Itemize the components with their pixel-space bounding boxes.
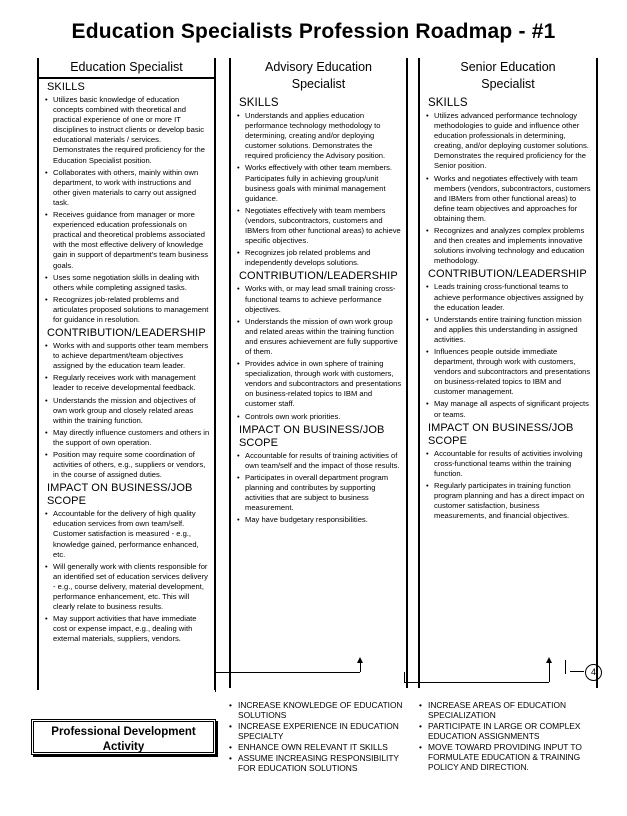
list-item: • Accountable for results of training activities of own team/self and the impact of those results. (245, 451, 402, 471)
impact-heading: IMPACT ON BUSINESS/JOB SCOPE (47, 482, 193, 508)
list-item: • Will generally work with clients responsible for an identified set of education services delivery - e.g., course delivery, material development, performance enhancement, etc. This will clearly relate to business results. (53, 562, 210, 612)
list-item: • INCREASE EXPERIENCE IN EDUCATION SPECIALTY (238, 721, 404, 741)
impact-heading: IMPACT ON BUSINESS/JOB SCOPE (428, 421, 574, 447)
list-item: • ENHANCE OWN RELEVANT IT SKILLS (238, 742, 404, 752)
list-item: • May have budgetary responsibilities. (245, 515, 402, 525)
list-item: • Understands entire training function mission and applies this understanding in assigned activities. (434, 315, 592, 345)
list-item: • Works effectively with other team members. Participates fully in achieving group/unit business goals with minimal management guidance. (245, 163, 402, 203)
page-title: Education Specialists Profession Roadmap - #1 (71, 20, 556, 43)
column-advisory-education-specialist (229, 58, 408, 688)
list-item: • Influences people outside immediate department, through work with customers, vendors and subcontractors and presentations on business-related topics to IBM and customer management. (434, 347, 592, 397)
list-item: • Works with, or may lead small training cross-functional teams to achieve performance objectives. (245, 284, 402, 314)
connector-line (549, 662, 550, 682)
contribution-list (231, 284, 406, 421)
connector-line (360, 662, 361, 672)
list-item: • May support activities that have immediate cost or expense impact, e.g., dealing with external materials, suppliers, vendors. (53, 614, 210, 644)
impact-list (39, 509, 214, 644)
list-item: • Regularly receives work with management leader to receive developmental feedback. (53, 373, 210, 393)
list-item: • May directly influence customers and others in the support of own operation. (53, 428, 210, 448)
list-item: • Controls own work priorities. (245, 412, 402, 422)
contribution-heading: CONTRIBUTION/LEADERSHIP (239, 270, 398, 283)
impact-heading: IMPACT ON BUSINESS/JOB SCOPE (239, 423, 385, 449)
skills-heading: SKILLS (428, 97, 468, 109)
contribution-heading: CONTRIBUTION/LEADERSHIP (428, 268, 587, 281)
list-item: • INCREASE AREAS OF EDUCATION SPECIALIZATION (428, 700, 594, 720)
connector-line (215, 672, 216, 692)
list-item: • Recognizes job related problems and independently develops solutions. (245, 248, 402, 268)
list-item: • Receives guidance from manager or more experienced education professionals on practical and theoretical problems associated with the most effective delivery of knowledge gain in support of department's team business goals. (53, 210, 210, 271)
list-item: • Provides advice in own sphere of training specialization, through work with customers, vendors and subcontractors and presentations on business-related topics to IBM and customer staff. (245, 359, 402, 409)
list-item: • Recognizes job-related problems and articulates proposed solutions to management for guidance in resolution. (53, 295, 210, 325)
next-page-marker-icon: 4 (585, 664, 602, 681)
column-senior-education-specialist (418, 58, 598, 688)
connector-line (565, 660, 566, 674)
list-item: • Recognizes and analyzes complex problems and then creates and implements innovative solutions involving technology and education methodology. (434, 226, 592, 266)
list-item: • Participates in overall department program planning and contributes by supporting activities that are subject to business measurement. (245, 473, 402, 513)
skills-list (39, 95, 214, 325)
impact-list (231, 451, 406, 526)
list-item: • INCREASE KNOWLEDGE OF EDUCATION SOLUTIONS (238, 700, 404, 720)
column-education-specialist (37, 58, 216, 690)
skills-list (231, 111, 406, 268)
list-item: • ASSUME INCREASING RESPONSIBILITY FOR EDUCATION SOLUTIONS (238, 753, 404, 773)
contribution-list (420, 282, 596, 419)
list-item: • Regularly participates in training function program planning and has a direct impact on customer satisfaction, business measurements, and financial objectives. (434, 481, 592, 521)
list-item: • Collaborates with others, mainly within own department, to work with instructions and other given materials to carry out assigned task. (53, 168, 210, 208)
contribution-list (39, 341, 214, 480)
contribution-heading: CONTRIBUTION/LEADERSHIP (47, 327, 206, 340)
skills-list (420, 111, 596, 266)
list-item: • PARTICIPATE IN LARGE OR COMPLEX EDUCATION ASSIGNMENTS (428, 721, 594, 741)
list-item: • MOVE TOWARD PROVIDING INPUT TO FORMULATE EDUCATION & TRAINING POLICY AND DIRECTION. (428, 742, 594, 772)
activities-list-1 (228, 700, 408, 774)
column-heading: Senior Education Specialist (460, 60, 556, 91)
arrow-up-icon (546, 657, 552, 663)
list-item: • Accountable for the delivery of high quality education services from own team/self. Customer satisfaction is measured - e.g., knowledge gained, performance enhanced, etc. (53, 509, 210, 559)
connector-line (404, 672, 405, 682)
list-item: • Accountable for results of activities involving cross-functional teams within the training function. (434, 449, 592, 479)
connector-line (215, 672, 360, 673)
connector-line (404, 682, 549, 683)
list-item: • Understands the mission and objectives of own work group and closely related areas within the training function. (53, 396, 210, 426)
list-item: • Works with and supports other team members to achieve department/team objectives assigned by the education team leader. (53, 341, 210, 371)
column-heading: Education Specialist (39, 59, 214, 79)
list-item: • Leads training cross-functional teams to achieve performance objectives assigned by the education leader. (434, 282, 592, 312)
list-item: • Understands and applies education performance technology methodology to determining, creating and/or deploying customer solutions. Demonstrates the required proficiency the Advisory position. (245, 111, 402, 161)
skills-heading: SKILLS (47, 81, 85, 93)
list-item: • Uses some negotiation skills in dealing with others while completing assigned tasks. (53, 273, 210, 293)
list-item: • Negotiates effectively with team members (vendors, subcontractors, customers and IBMers from other functional areas) to achieve specific objectives. (245, 206, 402, 246)
arrow-up-icon (357, 657, 363, 663)
list-item: • Utilizes advanced performance technology methodologies to guide and influence other education professionals in determining, creating, and/or deploying customer solutions. Demonstrates the required proficiency for the Senior position. (434, 111, 592, 172)
column-heading: Advisory Education Specialist (264, 60, 372, 91)
list-item: • Utilizes basic knowledge of education concepts combined with theoretical and practical experience of one or more IT disciplines to instruct clients or develop basic educational materials / services. Demonstrates the required proficiency for the Education Specialist position. (53, 95, 210, 166)
connector-line (570, 671, 584, 672)
activities-list-2 (418, 700, 598, 773)
list-item: • Understands the mission of own work group and related areas within the training function and ensures achievement are fully supportive of them. (245, 317, 402, 357)
list-item: • May manage all aspects of significant projects or teams. (434, 399, 592, 419)
list-item: • Works and negotiates effectively with team members (vendors, subcontractors, customers and IBMers from other functional areas) to define team objectives and approaches for obtaining them. (434, 174, 592, 224)
list-item: • Position may require some coordination of activities of others, e.g., suppliers or vendors, in the course of assigned duties. (53, 450, 210, 480)
professional-development-label: Professional Development Activity (31, 719, 216, 755)
impact-list (420, 449, 596, 522)
skills-heading: SKILLS (239, 97, 279, 109)
